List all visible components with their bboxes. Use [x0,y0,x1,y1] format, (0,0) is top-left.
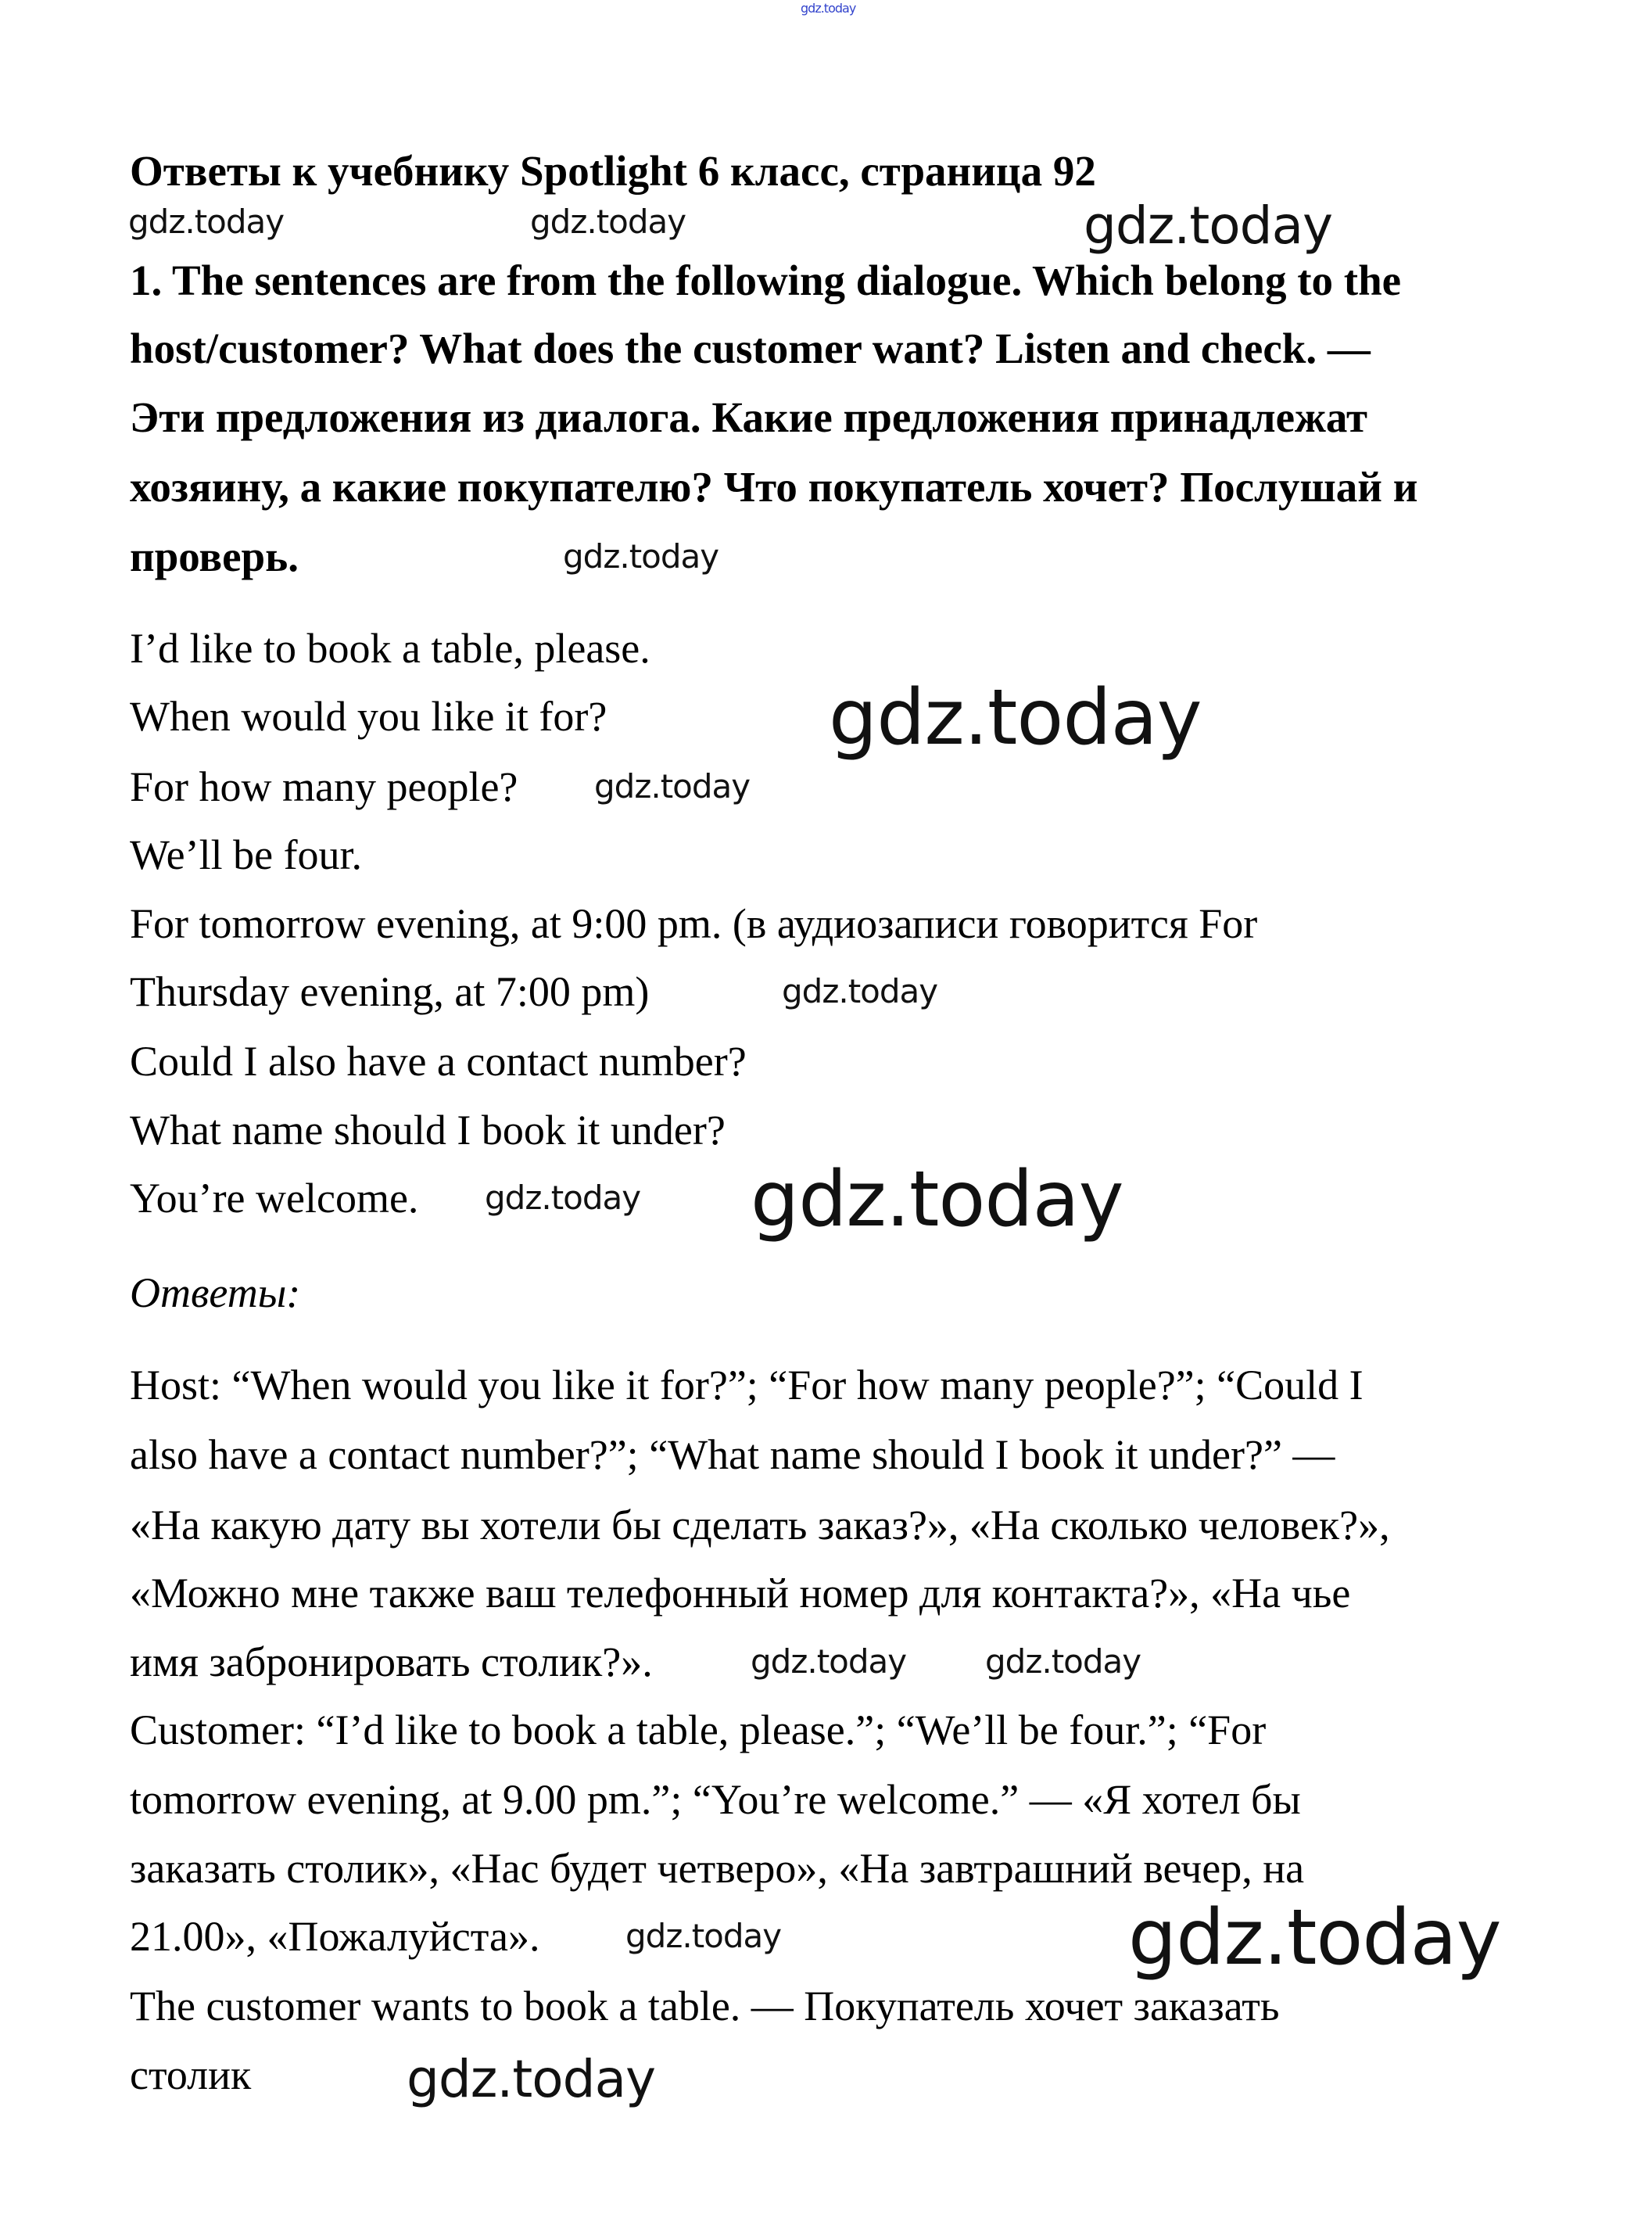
watermark: gdz.today [1128,1893,1501,1983]
answer-line: «На какую дату вы хотели бы сделать заказ?», «На сколько человек?», [130,1502,1390,1548]
sentence-line: For tomorrow evening, at 9:00 pm. (в аудиозаписи говорится For [130,900,1258,947]
watermark: gdz.today [985,1642,1141,1681]
task-heading-line: host/customer? What does the customer want? Listen and check. — [130,325,1371,372]
watermark: gdz.today [829,673,1202,763]
answer-line: заказать столик», «Нас будет четверо», «На завтрашний вечер, на [130,1845,1305,1892]
sentence-line: What name should I book it under? [130,1107,726,1154]
sentence-line: For how many people? [130,763,518,810]
task-heading-line: проверь. [130,533,299,580]
task-heading-line: 1. The sentences are from the following dialogue. Which belong to the [130,257,1402,304]
answer-line: Customer: “I’d like to book a table, please.”; “We’ll be four.”; “For [130,1706,1267,1753]
answers-label: Ответы: [130,1269,301,1316]
watermark: gdz.today [751,1642,907,1681]
task-heading-line: хозяину, а какие покупателю? Что покупатель хочет? Послушай и [130,463,1418,511]
sentence-line: Thursday evening, at 7:00 pm) [130,968,650,1015]
answer-line: Host: “When would you like it for?”; “For how many people?”; “Could I [130,1362,1364,1408]
page-title: Ответы к учебнику Spotlight 6 класс, страница 92 [130,147,1096,195]
sentence-line: I’d like to book a table, please. [130,625,650,672]
answer-line: «Можно мне также ваш телефонный номер для контакта?», «На чье [130,1570,1351,1617]
sentence-line: You’re welcome. [130,1175,419,1222]
watermark: gdz.today [128,203,285,241]
watermark: gdz.today [530,203,686,241]
answer-line: имя забронировать столик?». [130,1638,653,1685]
watermark: gdz.today [625,1917,782,1955]
watermark: gdz.today [563,537,719,576]
answer-line: 21.00», «Пожалуйста». [130,1913,540,1960]
watermark: gdz.today [485,1179,641,1217]
watermark: gdz.today [751,1155,1123,1244]
answer-line: also have a contact number?”; “What name should I book it under?” — [130,1431,1335,1478]
watermark: gdz.today [801,1,856,16]
watermark: gdz.today [407,2049,656,2109]
sentence-line: When would you like it for? [130,693,607,740]
answer-line: The customer wants to book a table. — Покупатель хочет заказать [130,1983,1280,2029]
watermark: gdz.today [1084,196,1333,256]
sentence-line: We’ll be four. [130,831,363,878]
answer-line: tomorrow evening, at 9.00 pm.”; “You’re welcome.” — «Я хотел бы [130,1776,1301,1823]
answer-line: столик [130,2051,252,2098]
watermark: gdz.today [782,972,938,1010]
watermark: gdz.today [594,767,751,806]
sentence-line: Could I also have a contact number? [130,1038,747,1085]
task-heading-line: Эти предложения из диалога. Какие предложения принадлежат [130,393,1367,441]
